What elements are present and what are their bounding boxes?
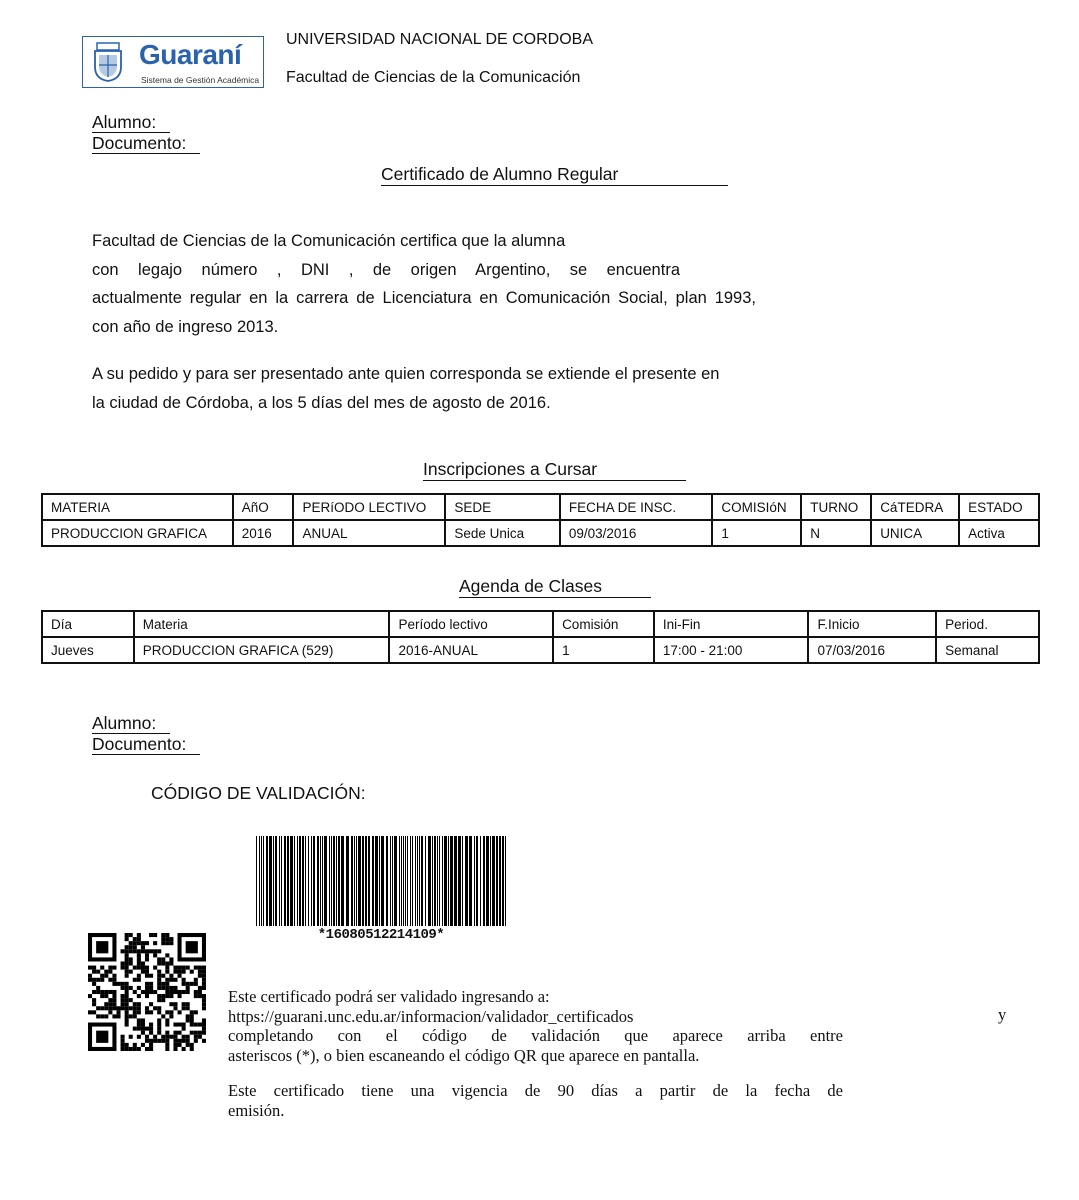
validation-line: emisión. <box>228 1100 285 1120</box>
barcode-text: *16080512214109* <box>317 927 445 943</box>
table-cell: Semanal <box>936 637 1039 663</box>
column-header: SEDE <box>445 494 560 520</box>
validation-line: Este certificado podrá ser validado ingresando a: <box>228 987 550 1006</box>
column-header: TURNO <box>801 494 871 520</box>
column-header: F.Inicio <box>808 611 936 637</box>
validation-url: https://guarani.unc.edu.ar/informacion/validador_certificados <box>228 1006 634 1026</box>
validation-validity-note <box>228 1081 843 1120</box>
body-line: A su pedido y para ser presentado ante quien corresponda se extiende el presente en <box>92 365 720 383</box>
body-line: con legajo número , DNI , de origen Argentino, se encuentra <box>92 260 680 279</box>
validation-trailing-word: y <box>998 1005 1007 1024</box>
column-header: MATERIA <box>42 494 233 520</box>
table-cell: UNICA <box>871 520 959 546</box>
logo-wordmark: Guaraní <box>139 39 242 70</box>
table-cell: ANUAL <box>293 520 445 546</box>
documento-label-bottom: Documento: <box>92 734 200 755</box>
column-header: Período lectivo <box>389 611 553 637</box>
validation-line: completando con el código de validación que aparece arriba entre <box>228 1026 843 1045</box>
body-line: con año de ingreso 2013. <box>92 317 279 336</box>
table-cell: 17:00 - 21:00 <box>654 637 809 663</box>
table-row <box>42 520 1039 546</box>
table-cell: Jueves <box>42 637 134 663</box>
column-header: PERíODO LECTIVO <box>293 494 445 520</box>
validation-instructions <box>228 987 843 1065</box>
alumno-label-top: Alumno: <box>92 112 170 133</box>
column-header: Día <box>42 611 134 637</box>
table-cell: N <box>801 520 871 546</box>
table-cell: Activa <box>959 520 1039 546</box>
body-line: actualmente regular en la carrera de Licenciatura en Comunicación Social, plan 1993, <box>92 289 756 307</box>
column-header: CáTEDRA <box>871 494 959 520</box>
table-row <box>42 637 1039 663</box>
table-cell: PRODUCCION GRAFICA (529) <box>134 637 390 663</box>
barcode-icon <box>254 836 508 928</box>
table-cell: 07/03/2016 <box>808 637 936 663</box>
body-line: Facultad de Ciencias de la Comunicación certifica que la alumna <box>92 232 566 250</box>
logo-subtitle: Sistema de Gestión Académica <box>141 75 260 85</box>
column-header: Comisión <box>553 611 654 637</box>
university-seal-icon <box>87 41 129 83</box>
table-cell: 2016-ANUAL <box>389 637 553 663</box>
column-header: COMISIóN <box>712 494 801 520</box>
column-header: Materia <box>134 611 390 637</box>
table-cell: 1 <box>712 520 801 546</box>
inscripciones-title: Inscripciones a Cursar <box>423 458 686 481</box>
table-cell: 1 <box>553 637 654 663</box>
guarani-logo <box>82 36 264 88</box>
agenda-table <box>41 610 1040 664</box>
table-cell: 09/03/2016 <box>560 520 713 546</box>
qr-code-icon <box>88 933 206 1051</box>
documento-label-top: Documento: <box>92 133 200 154</box>
validation-line: asteriscos (*), o bien escaneando el código QR que aparece en pantalla. <box>228 1045 700 1065</box>
column-header: AñO <box>233 494 294 520</box>
table-header-row <box>42 611 1039 637</box>
column-header: FECHA DE INSC. <box>560 494 713 520</box>
column-header: ESTADO <box>959 494 1039 520</box>
alumno-label-bottom: Alumno: <box>92 713 170 734</box>
certificate-body-paragraph-1 <box>92 227 756 341</box>
university-name: UNIVERSIDAD NACIONAL DE CORDOBA <box>286 31 594 48</box>
column-header: Period. <box>936 611 1039 637</box>
certificate-title: Certificado de Alumno Regular <box>381 163 728 186</box>
faculty-name: Facultad de Ciencias de la Comunicación <box>286 69 581 86</box>
validation-line: Este certificado tiene una vigencia de 90 días a partir de la fecha de <box>228 1081 843 1100</box>
body-line: la ciudad de Córdoba, a los 5 días del mes de agosto de 2016. <box>92 393 551 412</box>
certificate-body-paragraph-2 <box>92 360 756 417</box>
column-header: Ini-Fin <box>654 611 809 637</box>
validation-code-title: CÓDIGO DE VALIDACIÓN: <box>151 783 366 803</box>
table-cell: 2016 <box>233 520 294 546</box>
agenda-title: Agenda de Clases <box>459 575 651 598</box>
inscripciones-table <box>41 493 1040 547</box>
table-cell: Sede Unica <box>445 520 560 546</box>
table-header-row <box>42 494 1039 520</box>
table-cell: PRODUCCION GRAFICA <box>42 520 233 546</box>
